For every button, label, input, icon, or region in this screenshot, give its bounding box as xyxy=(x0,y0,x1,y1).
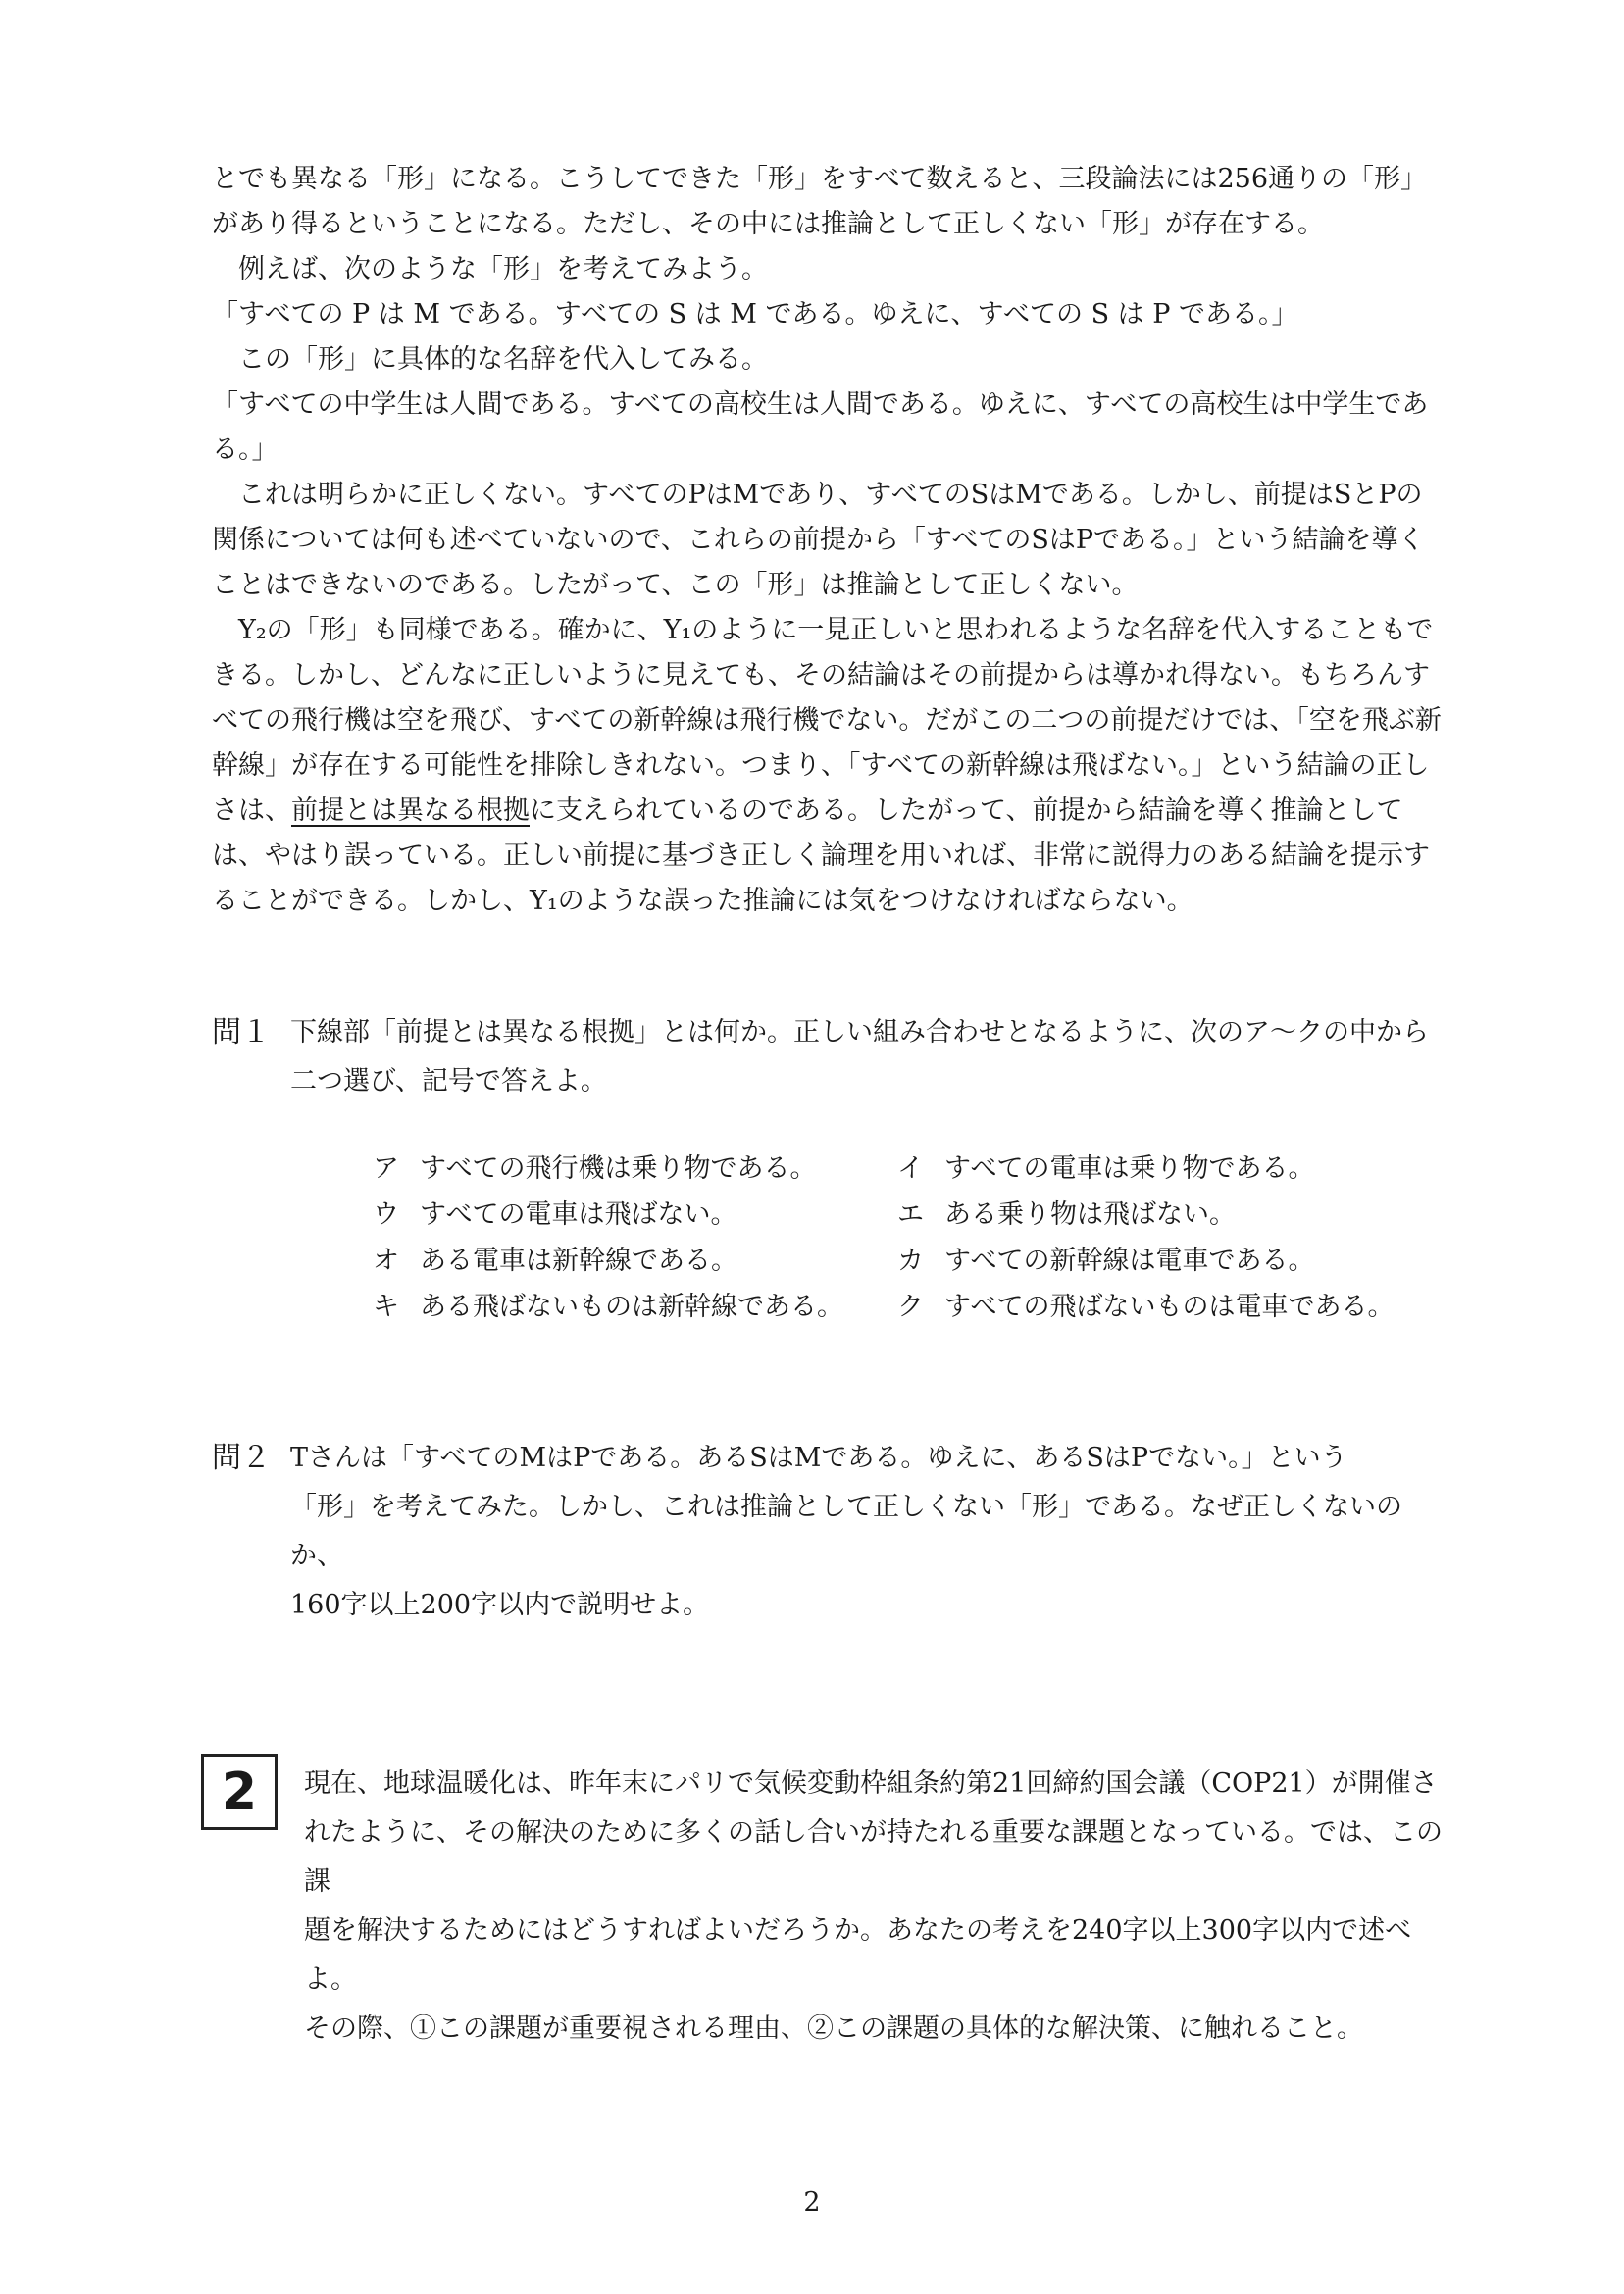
syllogism-example: 「すべての中学生は人間である。すべての高校生は人間である。ゆえに、すべての高校生は中学生である。」 xyxy=(212,389,1429,465)
question-1-text xyxy=(290,1008,1447,1106)
choice-key: カ xyxy=(897,1246,924,1276)
choice-text: ある電車は新幹線である。 xyxy=(420,1246,737,1276)
choice-item xyxy=(373,1194,897,1237)
question-2-line: 160字以上200字以内で説明せよ。 xyxy=(290,1590,710,1620)
question-1-label: 問１ xyxy=(212,1015,271,1049)
passage-paragraph-last xyxy=(212,608,1447,924)
section-2-line: 現在、地球温暖化は、昨年末にパリで気候変動枠組条約第21回締約国会議（COP21）が開催さ xyxy=(304,1768,1438,1799)
choice-item xyxy=(897,1286,1422,1329)
choice-text: すべての新幹線は電車である。 xyxy=(944,1246,1315,1276)
section-2-line: れたように、その解決のために多くの話し合いが持たれる重要な課題となっている。では、この課 xyxy=(304,1817,1443,1897)
passage-paragraph: これは明らかに正しくない。すべてのPはMであり、すべてのSはMである。しかし、前提はSとPの関係については何も述べていないので、これらの前提から「すべてのSはPである。」という結論を導くことはできないのである。したがって、この「形」は推論として正しくない。 xyxy=(212,480,1425,600)
question-2-line: Tさんは「すべてのMはPである。あるSはMである。ゆえに、あるSはPでない。」という xyxy=(290,1443,1347,1473)
choice-key: ウ xyxy=(373,1199,399,1230)
section-2-text xyxy=(304,1759,1451,2054)
choice-key: ク xyxy=(897,1292,924,1322)
passage-paragraph: この「形」に具体的な名辞を代入してみる。 xyxy=(238,344,768,375)
passage-paragraph: とでも異なる「形」になる。こうしてできた「形」をすべて数えると、三段論法には256通りの「形」があり得るということになる。ただし、その中には推論として正しくない「形」が存在する。 xyxy=(212,164,1427,239)
question-2-text xyxy=(290,1434,1447,1630)
choice-item xyxy=(897,1194,1422,1237)
choice-text: すべての飛行機は乗り物である。 xyxy=(420,1153,817,1184)
underlined-phrase: 前提とは異なる根拠 xyxy=(291,795,530,826)
section-2-line: その際、①この課題が重要視される理由、②この課題の具体的な解決策、に触れること。 xyxy=(304,2014,1363,2044)
choice-text: すべての電車は乗り物である。 xyxy=(944,1153,1315,1184)
passage-paragraph: 例えば、次のような「形」を考えてみよう。 xyxy=(238,254,768,284)
passage xyxy=(212,157,1447,924)
question-2-label: 問２ xyxy=(212,1441,271,1475)
passage-text: に支えられているのである。したがって、前提から結論を導く推論としては、やはり誤っている。正しい前提に基づき正しく論理を用いれば、非常に説得力のある結論を提示することができる。しかし、Y₁のような誤った推論には気をつけなければならない。 xyxy=(212,795,1430,916)
choice-item xyxy=(897,1147,1422,1191)
choice-text: ある乗り物は飛ばない。 xyxy=(944,1199,1236,1230)
choice-text: すべての飛ばないものは電車である。 xyxy=(944,1292,1395,1322)
choice-item xyxy=(373,1147,897,1191)
choice-key: キ xyxy=(373,1292,399,1322)
choice-item xyxy=(897,1240,1422,1283)
syllogism-form: 「すべての P は M である。すべての S は M である。ゆえに、すべての S は P である。」 xyxy=(212,299,1298,330)
choice-key: イ xyxy=(897,1153,924,1184)
question-1-prompt: 下線部「前提とは異なる根拠」とは何か。正しい組み合わせとなるように、次のア〜クの中から二つ選び、記号で答えよ。 xyxy=(290,1017,1429,1096)
choice-text: ある飛ばないものは新幹線である。 xyxy=(420,1292,843,1322)
choice-key: ア xyxy=(373,1153,399,1184)
choice-key: オ xyxy=(373,1246,399,1276)
choice-text: すべての電車は飛ばない。 xyxy=(420,1199,737,1230)
choice-item xyxy=(373,1240,897,1283)
section-2-number-box: 2 xyxy=(201,1754,278,1830)
choice-key: エ xyxy=(897,1199,924,1230)
section-2-line: 題を解決するためにはどうすればよいだろうか。あなたの考えを240字以上300字以内で述べよ。 xyxy=(304,1915,1412,1995)
question-2-line: 「形」を考えてみた。しかし、これは推論として正しくない「形」である。なぜ正しくないのか、 xyxy=(290,1492,1402,1571)
choice-item xyxy=(373,1286,897,1329)
passage-text: Y₂の「形」も同様である。確かに、Y₁のように一見正しいと思われるような名辞を代入することもできる。しかし、どんなに正しいように見えても、その結論はその前提からは導かれ得ない。もちろんすべての飛行機は空を飛び、すべての新幹線は飛行機でない。だがこの二つの前提だけでは、「空を飛ぶ新幹線」が存在する可能性を排除しきれない。つまり、「すべての新幹線は飛ばない。」という結論の正しさは、 xyxy=(212,615,1442,826)
page-number: 2 xyxy=(803,2187,821,2218)
answer-choices xyxy=(373,1147,1451,1329)
